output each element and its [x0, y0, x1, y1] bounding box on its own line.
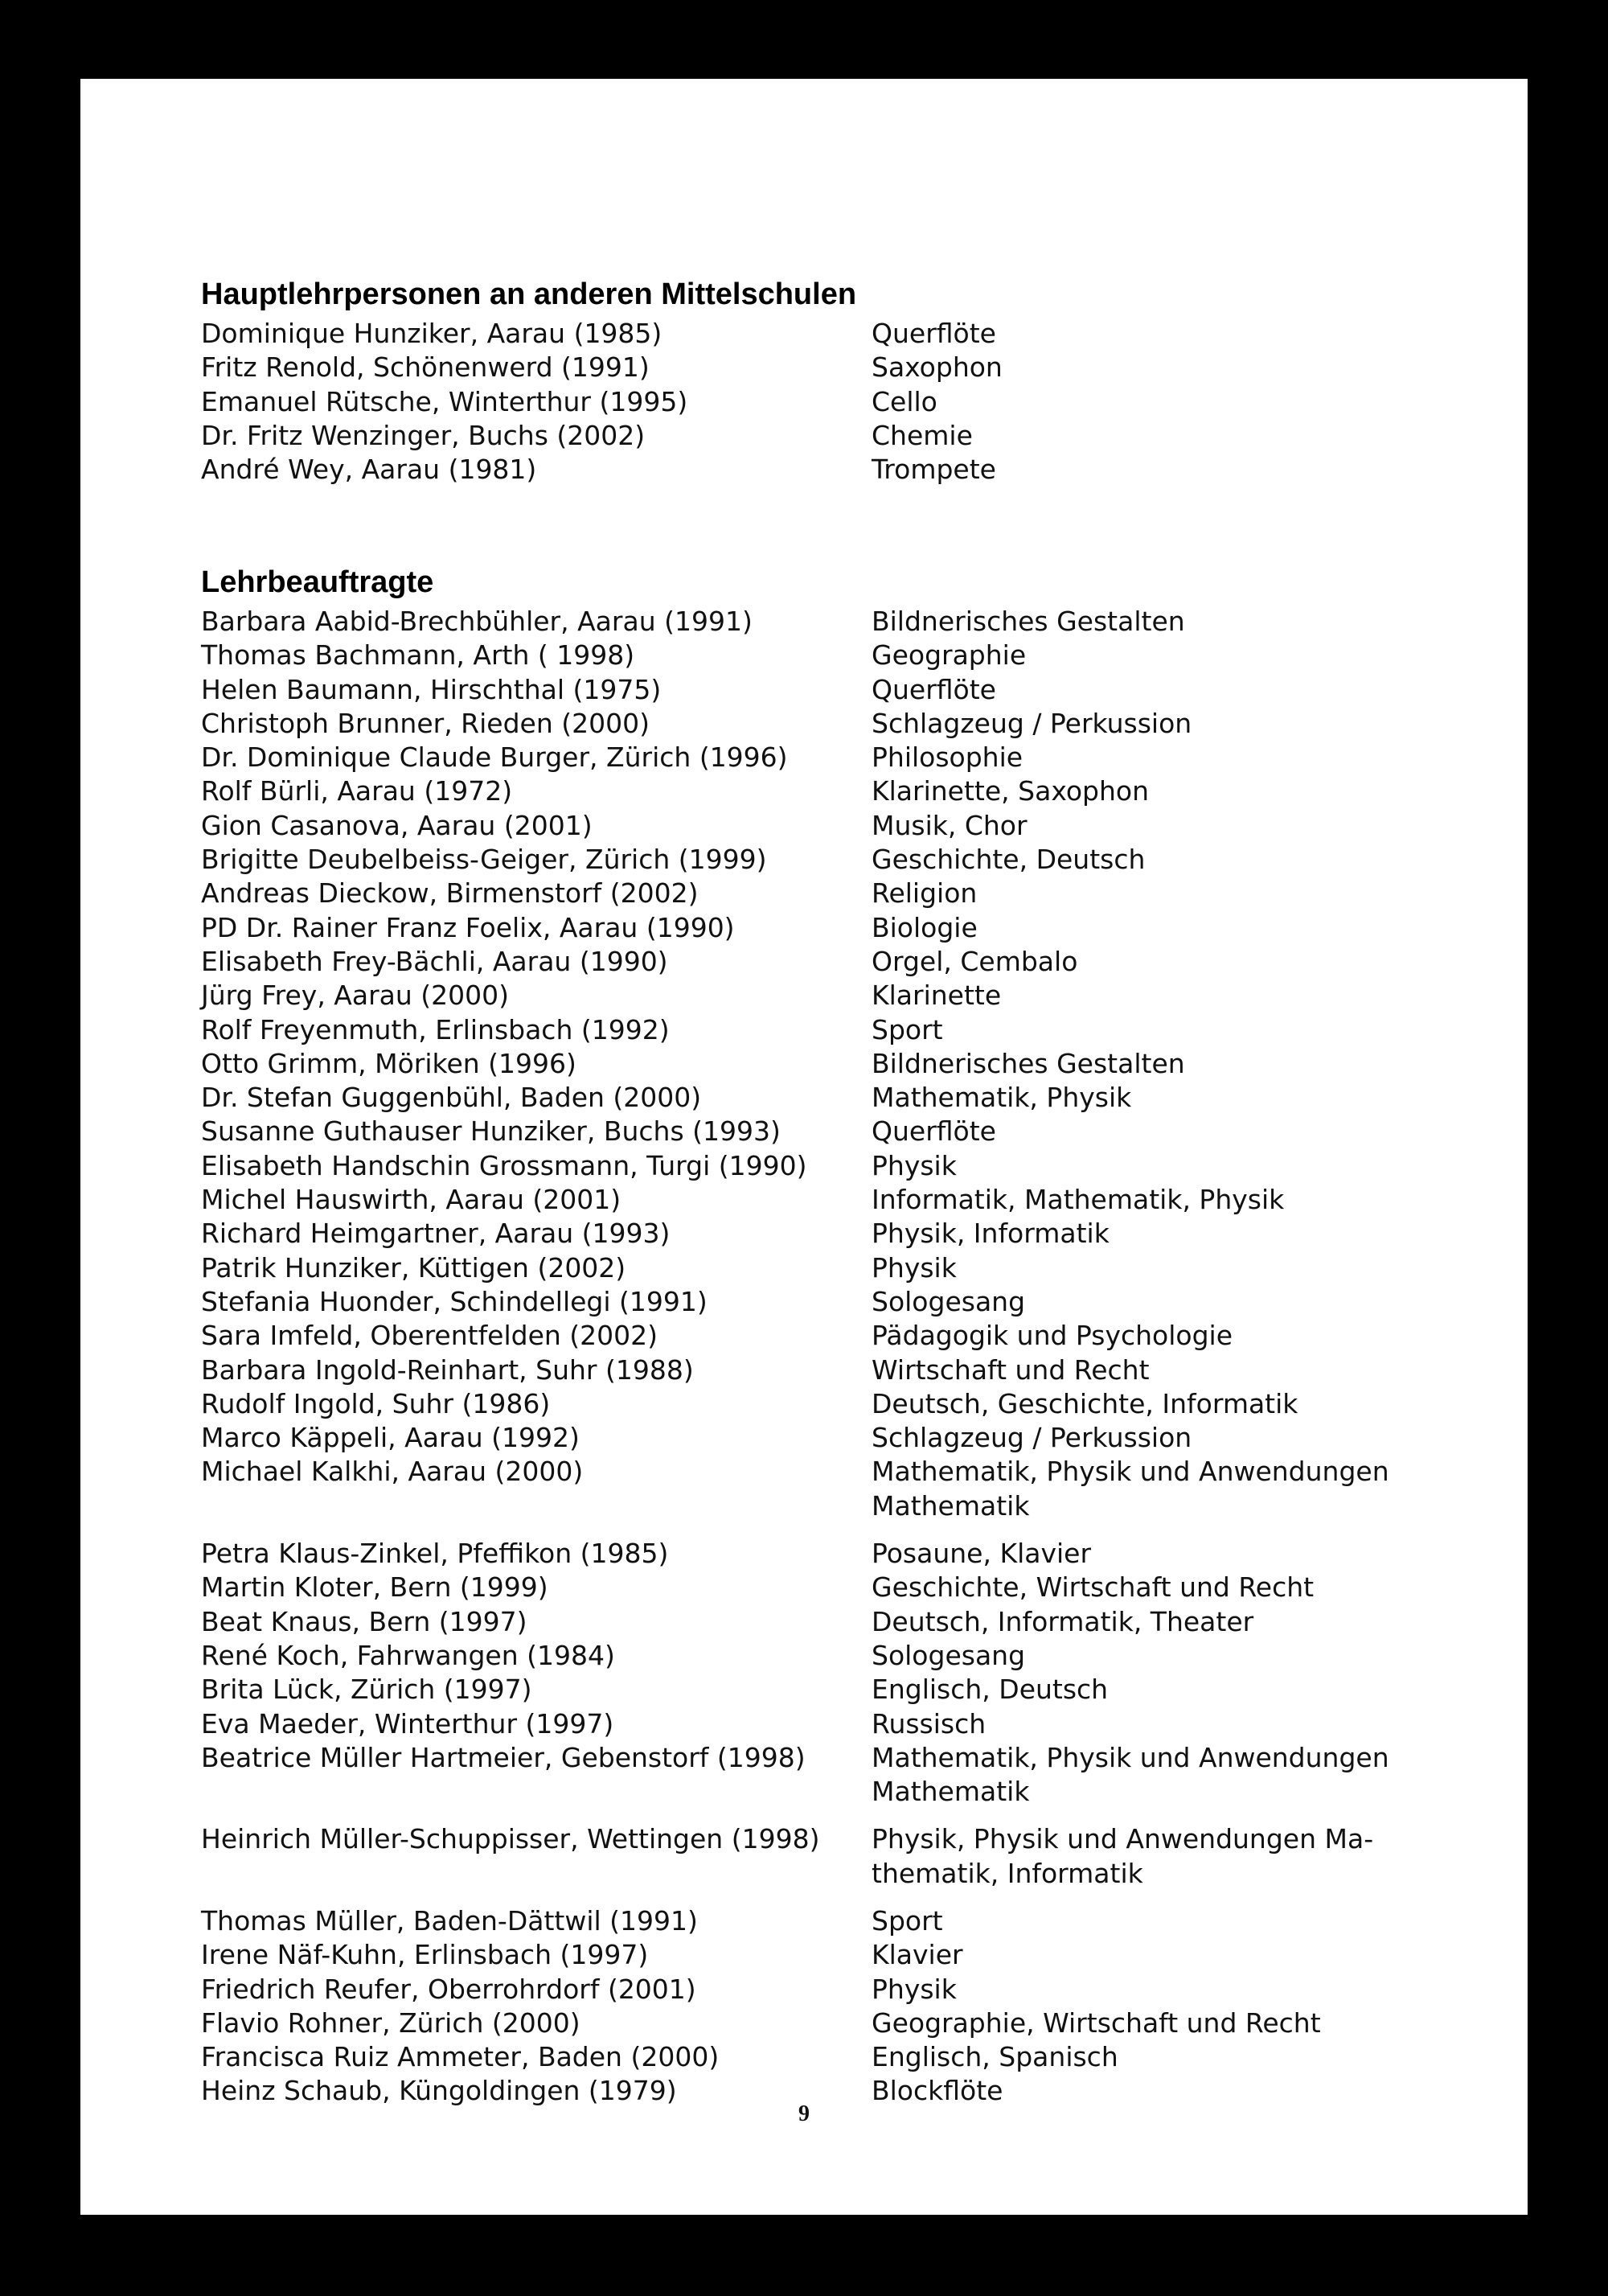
teacher-name: Elisabeth Frey-Bächli, Aarau (1990) — [201, 945, 668, 977]
teacher-name: Brita Lück, Zürich (1997) — [201, 1674, 532, 1706]
teacher-name — [201, 1857, 872, 1891]
teacher-subject: Physik, Informatik — [872, 1218, 1110, 1250]
list-item — [201, 1707, 1487, 1741]
teacher-name: Jürg Frey, Aarau (2000) — [201, 980, 510, 1012]
list-item — [201, 1605, 1487, 1639]
teacher-name: Andreas Dieckow, Birmenstorf (2002) — [201, 877, 699, 910]
list-item — [201, 1217, 1487, 1251]
teacher-subject: Sologesang — [872, 1285, 1026, 1317]
list-item — [201, 707, 1487, 741]
teacher-name: Rudolf Ingold, Suhr (1986) — [201, 1387, 551, 1419]
list-item — [201, 1822, 1487, 1856]
teacher-name: Susanne Guthauser Hunziker, Buchs (1993) — [201, 1115, 781, 1148]
teacher-subject: Englisch, Deutsch — [872, 1674, 1109, 1706]
teacher-subject: Physik — [872, 1251, 957, 1284]
teacher-subject: Querflöte — [872, 673, 996, 705]
teacher-subject: Sport — [872, 1013, 943, 1045]
teacher-subject: Geschichte, Wirtschaft und Recht — [872, 1571, 1315, 1604]
teacher-name: Flavio Rohner, Zürich (2000) — [201, 2006, 580, 2039]
teacher-subject: Wirtschaft und Recht — [872, 1353, 1150, 1386]
list-item — [201, 1938, 1487, 1972]
teacher-subject: Orgel, Cembalo — [872, 945, 1078, 977]
teacher-subject: Physik — [872, 1973, 957, 2005]
teacher-subject: Posaune, Klavier — [872, 1538, 1092, 1570]
list-item — [201, 1455, 1487, 1489]
list-item — [201, 639, 1487, 672]
list-item — [201, 1251, 1487, 1285]
teacher-subject: Englisch, Spanisch — [872, 2041, 1118, 2073]
teacher-name: Heinrich Müller-Schuppisser, Wettingen (1998) — [201, 1823, 820, 1855]
teacher-subject: Sport — [872, 1904, 943, 1937]
teacher-name: Michael Kalkhi, Aarau (2000) — [201, 1456, 584, 1488]
teacher-subject: Saxophon — [872, 351, 1003, 384]
teacher-name: Francisca Ruiz Ammeter, Baden (2000) — [201, 2041, 720, 2073]
teacher-subject: Klarinette, Saxophon — [872, 775, 1149, 807]
page-number: 9 — [798, 2101, 810, 2126]
teacher-subject: Bildnerisches Gestalten — [872, 606, 1185, 637]
teacher-name: Richard Heimgartner, Aarau (1993) — [201, 1218, 671, 1250]
list-item — [201, 979, 1487, 1012]
section-lehrbeauftragte — [201, 560, 1487, 2109]
teacher-subject: Mathematik, Physik und Anwendungen — [872, 1741, 1389, 1773]
teacher-name — [201, 1775, 872, 1809]
teacher-name: Fritz Renold, Schönenwerd (1991) — [201, 351, 650, 384]
teacher-subject: Deutsch, Informatik, Theater — [872, 1605, 1254, 1637]
teacher-subject: Deutsch, Geschichte, Informatik — [872, 1387, 1298, 1419]
teacher-name: André Wey, Aarau (1981) — [201, 454, 537, 486]
teacher-name: René Koch, Fahrwangen (1984) — [201, 1639, 615, 1671]
teacher-subject: Physik, Physik und Anwendungen Ma- — [872, 1823, 1374, 1855]
list-item — [201, 605, 1487, 639]
teacher-subject: thematik, Informatik — [872, 1857, 1143, 1889]
list-item — [201, 809, 1487, 843]
teacher-name: Heinz Schaub, Küngoldingen (1979) — [201, 2075, 677, 2107]
list-item — [201, 1571, 1487, 1604]
document-page — [80, 79, 1528, 2215]
list-item — [201, 419, 1487, 453]
list-item — [201, 1673, 1487, 1707]
teacher-name: Dr. Stefan Guggenbühl, Baden (2000) — [201, 1082, 702, 1114]
teacher-name: PD Dr. Rainer Franz Foelix, Aarau (1990) — [201, 911, 735, 943]
teacher-subject: Mathematik, Physik — [872, 1082, 1132, 1114]
teacher-subject: Informatik, Mathematik, Physik — [872, 1184, 1285, 1216]
teacher-subject: Russisch — [872, 1707, 987, 1739]
section-hauptlehrpersonen — [201, 272, 1487, 487]
list-item — [201, 317, 1487, 351]
list-item — [201, 1387, 1487, 1421]
list-item — [201, 1857, 1487, 1891]
teacher-subject: Chemie — [872, 419, 973, 451]
list-item — [201, 351, 1487, 384]
list-item — [201, 453, 1487, 487]
teacher-name: Thomas Bachmann, Arth ( 1998) — [201, 639, 635, 672]
teacher-subject: Schlagzeug / Perkussion — [872, 707, 1192, 739]
list-item — [201, 945, 1487, 979]
list-item — [201, 843, 1487, 877]
teacher-subject: Religion — [872, 877, 978, 910]
list-item — [201, 1421, 1487, 1455]
list-item — [201, 2040, 1487, 2074]
list-item — [201, 1489, 1487, 1523]
list-item — [201, 1285, 1487, 1319]
list-item — [201, 1537, 1487, 1571]
list-item — [201, 1973, 1487, 2006]
teacher-name: Friedrich Reufer, Oberrohrdorf (2001) — [201, 1973, 696, 2005]
teacher-subject: Blockflöte — [872, 2075, 1003, 2107]
list-item — [201, 1047, 1487, 1081]
teacher-subject: Bildnerisches Gestalten — [872, 1047, 1185, 1079]
teacher-subject: Schlagzeug / Perkussion — [872, 1422, 1192, 1454]
teacher-subject: Querflöte — [872, 318, 996, 349]
teacher-name: Dr. Fritz Wenzinger, Buchs (2002) — [201, 419, 646, 451]
teacher-name: Marco Käppeli, Aarau (1992) — [201, 1422, 580, 1454]
teacher-name: Stefania Huonder, Schindellegi (1991) — [201, 1285, 708, 1317]
teacher-subject: Klarinette — [872, 980, 1002, 1012]
teacher-name: Beatrice Müller Hartmeier, Gebenstorf (1998) — [201, 1741, 806, 1773]
teacher-name: Patrik Hunziker, Küttigen (2002) — [201, 1251, 626, 1284]
teacher-subject: Mathematik — [872, 1489, 1030, 1522]
list-item — [201, 1183, 1487, 1217]
list-item — [201, 741, 1487, 774]
list-item — [201, 877, 1487, 910]
list-item — [201, 1904, 1487, 1938]
teacher-name: Beat Knaus, Bern (1997) — [201, 1605, 527, 1637]
teacher-subject: Querflöte — [872, 1115, 996, 1148]
teacher-list — [201, 317, 1487, 487]
list-item — [201, 385, 1487, 419]
teacher-subject: Geographie — [872, 639, 1027, 672]
teacher-subject: Mathematik, Physik und Anwendungen — [872, 1456, 1389, 1488]
list-item — [201, 1639, 1487, 1673]
teacher-subject: Geographie, Wirtschaft und Recht — [872, 2006, 1321, 2039]
teacher-subject: Biologie — [872, 911, 978, 943]
teacher-subject: Philosophie — [872, 741, 1023, 774]
teacher-name: Eva Maeder, Winterthur (1997) — [201, 1707, 614, 1739]
teacher-name: Gion Casanova, Aarau (2001) — [201, 809, 593, 841]
teacher-name: Martin Kloter, Bern (1999) — [201, 1571, 548, 1604]
teacher-list — [201, 605, 1487, 2109]
teacher-name: Michel Hauswirth, Aarau (2001) — [201, 1184, 621, 1216]
list-item — [201, 2006, 1487, 2040]
teacher-name — [201, 1489, 872, 1523]
teacher-name: Irene Näf-Kuhn, Erlinsbach (1997) — [201, 1939, 649, 1971]
list-item — [201, 1775, 1487, 1809]
teacher-name: Elisabeth Handschin Grossmann, Turgi (1990) — [201, 1149, 807, 1181]
list-item — [201, 911, 1487, 945]
teacher-subject: Geschichte, Deutsch — [872, 844, 1146, 876]
teacher-name: Rolf Bürli, Aarau (1972) — [201, 775, 513, 807]
list-item — [201, 1353, 1487, 1387]
teacher-subject: Klavier — [872, 1939, 963, 1971]
list-item — [201, 1741, 1487, 1775]
teacher-name: Brigitte Deubelbeiss-Geiger, Zürich (1999) — [201, 844, 767, 876]
teacher-name: Dr. Dominique Claude Burger, Zürich (1996) — [201, 741, 788, 774]
teacher-name: Sara Imfeld, Oberentfelden (2002) — [201, 1320, 658, 1352]
list-item — [201, 1319, 1487, 1353]
teacher-name: Thomas Müller, Baden-Dättwil (1991) — [201, 1904, 698, 1937]
teacher-name: Barbara Aabid-Brechbühler, Aarau (1991) — [201, 606, 753, 637]
section-heading: Hauptlehrpersonen an anderen Mittelschulen — [201, 277, 857, 311]
teacher-subject: Trompete — [872, 454, 996, 486]
section-heading: Lehrbeauftragte — [201, 565, 434, 599]
teacher-name: Helen Baumann, Hirschthal (1975) — [201, 673, 662, 705]
list-item — [201, 1081, 1487, 1115]
teacher-name: Otto Grimm, Möriken (1996) — [201, 1047, 576, 1079]
teacher-subject: Physik — [872, 1149, 957, 1181]
teacher-subject: Sologesang — [872, 1639, 1026, 1671]
teacher-subject: Cello — [872, 385, 937, 417]
teacher-name: Barbara Ingold-Reinhart, Suhr (1988) — [201, 1353, 694, 1386]
teacher-name: Dominique Hunziker, Aarau (1985) — [201, 318, 662, 349]
teacher-name: Christoph Brunner, Rieden (2000) — [201, 707, 650, 739]
teacher-name: Rolf Freyenmuth, Erlinsbach (1992) — [201, 1013, 670, 1045]
teacher-subject: Pädagogik und Psychologie — [872, 1320, 1233, 1352]
list-item — [201, 1115, 1487, 1148]
list-item — [201, 1013, 1487, 1047]
teacher-subject: Mathematik — [872, 1776, 1030, 1808]
list-item — [201, 673, 1487, 707]
list-item — [201, 774, 1487, 808]
list-item — [201, 1149, 1487, 1183]
teacher-name: Petra Klaus-Zinkel, Pfeffikon (1985) — [201, 1538, 669, 1570]
teacher-name: Emanuel Rütsche, Winterthur (1995) — [201, 385, 688, 417]
teacher-subject: Musik, Chor — [872, 809, 1028, 841]
